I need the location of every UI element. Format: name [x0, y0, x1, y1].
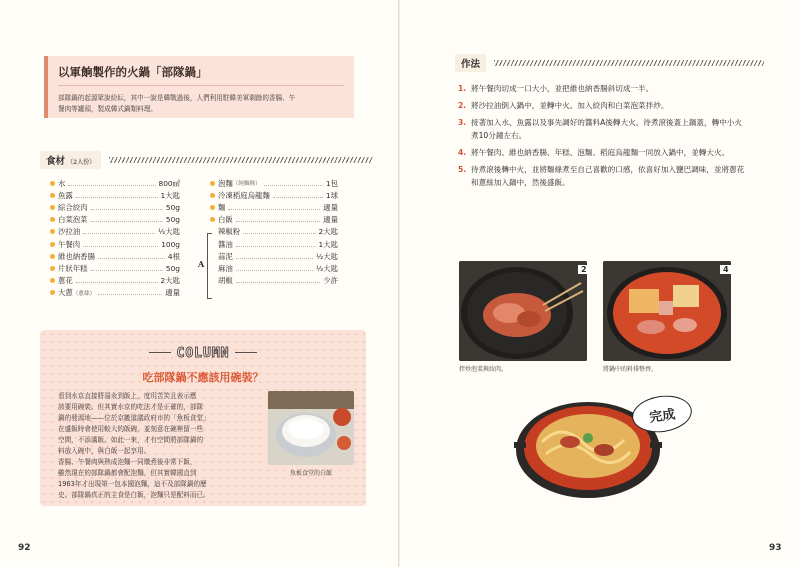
ingredient-amount: 50g: [165, 215, 180, 225]
bullet-dot-icon: [50, 290, 55, 295]
column-body-line: 該要用碗裝。但其實水京的吃法才是正確的，部隊: [58, 403, 204, 411]
ingredient-row: [50, 177, 180, 189]
ingredient-row: [210, 226, 338, 238]
ingredient-name: 魚露: [58, 190, 73, 200]
header-hatch: [494, 60, 764, 66]
bullet-dot-icon: [50, 266, 55, 271]
ingredient-row: [210, 262, 338, 274]
ingredient-name: 麵: [218, 202, 226, 212]
rice-photo-caption: 魚板食堂的白飯: [289, 470, 332, 477]
step-number: 2.: [458, 101, 467, 110]
bullet-dot-icon: [50, 217, 55, 222]
ingredient-row: [210, 275, 338, 287]
bullet-dot-icon: [50, 278, 55, 283]
intro-line: 餐肉等罐頭，製成韓式鍋類料理。: [58, 105, 157, 113]
bullet-dot-icon: [210, 205, 215, 210]
ingredient-name: 辣椒粉: [218, 227, 241, 237]
ingredient-amount: 800㎖: [158, 178, 180, 188]
ingredient-note: （純麵條）: [232, 181, 261, 188]
method-step: [458, 163, 748, 189]
ingredient-amount: ½大匙: [316, 251, 338, 261]
step-2-badge: 2: [578, 265, 590, 274]
bullet-dot-icon: [210, 217, 215, 222]
ingredient-name: 白飯: [218, 215, 233, 225]
ingredient-amount: 4根: [167, 251, 180, 261]
title-accent-bar: [44, 56, 48, 118]
ingredient-row: [210, 177, 338, 189]
column-box: [40, 330, 366, 506]
sauce-brace: [207, 233, 212, 299]
dotted-leader: [264, 185, 323, 186]
ingredient-amount: 50g: [165, 202, 180, 212]
step-4-caption: 將鍋中的料排整齊。: [603, 366, 658, 373]
intro-line: 部隊鍋的起源眾說紛紜，其中一說是韓戰過後，人們利用駐韓美軍剩餘的香腸、午: [58, 94, 296, 102]
bullet-dot-icon: [50, 242, 55, 247]
dotted-leader: [236, 270, 313, 271]
bullet-dot-icon: [50, 181, 55, 186]
ingredient-name: 片狀年糕: [58, 263, 88, 273]
ingredient-row: [50, 287, 180, 299]
ingredient-row: [210, 189, 338, 201]
ingredient-amount: 適量: [323, 202, 338, 212]
column-body-line: 空間，不添滿飯。如此一來，才有空間將部隊鍋的: [58, 436, 204, 444]
ingredient-amount: 適量: [165, 288, 180, 298]
step-4-badge: 4: [720, 265, 732, 274]
dotted-leader: [236, 282, 320, 283]
column-body-line: 香腸、午餐肉與熱成泡麵一同燉煮後非常下飯，: [58, 458, 197, 466]
ingredient-row: [50, 201, 180, 213]
ingredient-name: 沙拉油: [58, 227, 81, 237]
ingredient-amount: 1包: [325, 178, 338, 188]
ingredients-list-right: [210, 177, 338, 287]
dotted-leader: [68, 185, 155, 186]
step-text: 待煮滾後轉中火，並將麵條煮至自己喜歡的口感，依喜好加入鹽巴調味，並將蔥花和蔥絲加入鍋中，然後盛飯。: [471, 165, 745, 187]
column-body-line: 1963年才出現第一包本國泡麵，這不及部隊鍋的歷: [58, 480, 207, 488]
dotted-leader: [83, 246, 158, 247]
column-subtitle: 吃部隊鍋不應該用碗裝？: [142, 371, 264, 384]
finished-label: 完成: [630, 392, 694, 436]
step-2-caption: 拌炒泡菜與絞肉。: [459, 366, 508, 373]
method-step: [458, 146, 748, 159]
ingredient-name: 冷凍稻庭烏龍麵: [218, 190, 270, 200]
ingredient-row: [210, 238, 338, 250]
ingredient-name: 午餐肉: [58, 239, 81, 249]
dotted-leader: [98, 294, 162, 295]
sauce-label: A: [198, 259, 205, 269]
step-number: 4.: [458, 148, 467, 157]
ingredients-label: 食材 （2人份）: [40, 151, 101, 169]
method-step: [458, 99, 748, 112]
ingredient-amount: 1大匙: [318, 239, 338, 249]
rice-photo: [268, 391, 354, 465]
method-header: [455, 54, 764, 72]
ingredient-name: 泡麵: [218, 178, 233, 188]
ingredient-name: 綜合絞肉: [58, 202, 88, 212]
step-text: 將午餐肉、維也納香腸、年糕、泡麵、稻庭烏龍麵一同放入鍋中，並轉大火。: [471, 148, 730, 157]
ingredient-amount: 2大匙: [318, 227, 338, 237]
ingredient-amount: 1球: [325, 190, 338, 200]
column-body-line: 看到水京直接將湯汆到飯上，度玥苦笑且表示應: [58, 392, 197, 400]
ingredient-row: [50, 226, 180, 238]
step-text: 將午餐肉切成一口大小，並把維也納香腸斜切成一半。: [471, 84, 654, 93]
dotted-leader: [98, 258, 165, 259]
bullet-dot-icon: [50, 205, 55, 210]
dotted-leader: [83, 233, 155, 234]
ingredient-name: 麻油: [218, 263, 233, 273]
ingredient-name: 醬油: [218, 239, 233, 249]
ingredient-row: [50, 189, 180, 201]
ingredient-name: 維也納香腸: [58, 251, 95, 261]
method-step: [458, 116, 748, 142]
step-number: 1.: [458, 84, 467, 93]
dotted-leader: [273, 197, 323, 198]
column-body-line: 在盛飯時會使用較大的飯碗，並刻意在碗裡留一些: [58, 425, 204, 433]
ingredient-row: [50, 214, 180, 226]
recipe-intro: [58, 93, 344, 115]
bullet-dot-icon: [50, 254, 55, 259]
column-body-line: 雖然現在的部隊鍋都會配泡麵，但其實韓國直到: [58, 469, 197, 477]
ingredient-row: [210, 214, 338, 226]
ingredient-name: 白菜泡菜: [58, 215, 88, 225]
column-body: [58, 391, 258, 501]
ingredient-row: [210, 250, 338, 262]
dotted-leader: [91, 209, 163, 210]
recipe-title: 以軍餉製作的火鍋「部隊鍋」: [58, 64, 344, 86]
ingredient-name: 胡椒: [218, 276, 233, 286]
dotted-leader: [228, 209, 320, 210]
dotted-leader: [76, 197, 158, 198]
ingredient-row: [50, 250, 180, 262]
dotted-leader: [236, 246, 316, 247]
ingredient-name: 蒜泥: [218, 251, 233, 261]
dotted-leader: [243, 233, 315, 234]
left-page: [0, 0, 399, 567]
ingredient-amount: 50g: [165, 263, 180, 273]
bullet-dot-icon: [50, 229, 55, 234]
ingredients-header: [40, 151, 373, 169]
page-number-right: 93: [769, 543, 782, 553]
ingredient-amount: 2大匙: [160, 276, 180, 286]
ingredient-amount: 1大匙: [160, 190, 180, 200]
method-label: 作法: [455, 54, 486, 72]
column-body-line: 料放入碗中，與白飯一起享用。: [58, 447, 151, 455]
dotted-leader: [236, 258, 313, 259]
ingredient-amount: 少許: [323, 276, 338, 286]
ingredient-row: [210, 201, 338, 213]
ingredient-amount: ½大匙: [316, 263, 338, 273]
ingredient-amount: 100g: [161, 239, 180, 249]
column-heading: COLUMN: [40, 342, 366, 361]
ingredient-amount: ½大匙: [158, 227, 180, 237]
ingredient-name: 蔥花: [58, 276, 73, 286]
step-text: 將沙拉油倒入鍋中，並轉中火。加入絞肉和白菜泡菜拌炒。: [471, 101, 669, 110]
step-text: 接著加入水、魚露以及事先調好的醬料A後轉大火。待煮滾後蓋上鍋蓋，轉中小火煮10分鐘左右。: [471, 118, 742, 140]
dotted-leader: [76, 282, 158, 283]
column-body-line: 鍋的發源地——位於京畿道議政府市的「魚板食堂」: [58, 414, 210, 422]
ingredient-name: 水: [58, 178, 66, 188]
ingredients-list-left: [50, 177, 180, 299]
bullet-dot-icon: [50, 193, 55, 198]
ingredient-row: [50, 238, 180, 250]
method-step: [458, 82, 748, 95]
header-hatch: [109, 157, 373, 163]
ingredient-amount: 適量: [323, 215, 338, 225]
step-2-photo: [459, 261, 587, 361]
column-body-line: 史。部隊鍋真正的主食是白飯，泡麵只是配料而已。: [58, 491, 210, 499]
ingredient-row: [50, 262, 180, 274]
recipe-title-box: [44, 56, 354, 118]
step-number: 3.: [458, 118, 467, 127]
ingredient-name: 大蔥: [58, 288, 73, 298]
step-4-photo: [603, 261, 731, 361]
bullet-dot-icon: [210, 193, 215, 198]
ingredient-row: [50, 275, 180, 287]
dotted-leader: [91, 270, 163, 271]
dotted-leader: [91, 221, 163, 222]
step-number: 5.: [458, 165, 467, 174]
dotted-leader: [236, 221, 320, 222]
method-steps: [458, 82, 748, 193]
page-number-left: 92: [18, 543, 31, 553]
bullet-dot-icon: [210, 181, 215, 186]
ingredient-note: （蔥絲）: [72, 290, 96, 297]
